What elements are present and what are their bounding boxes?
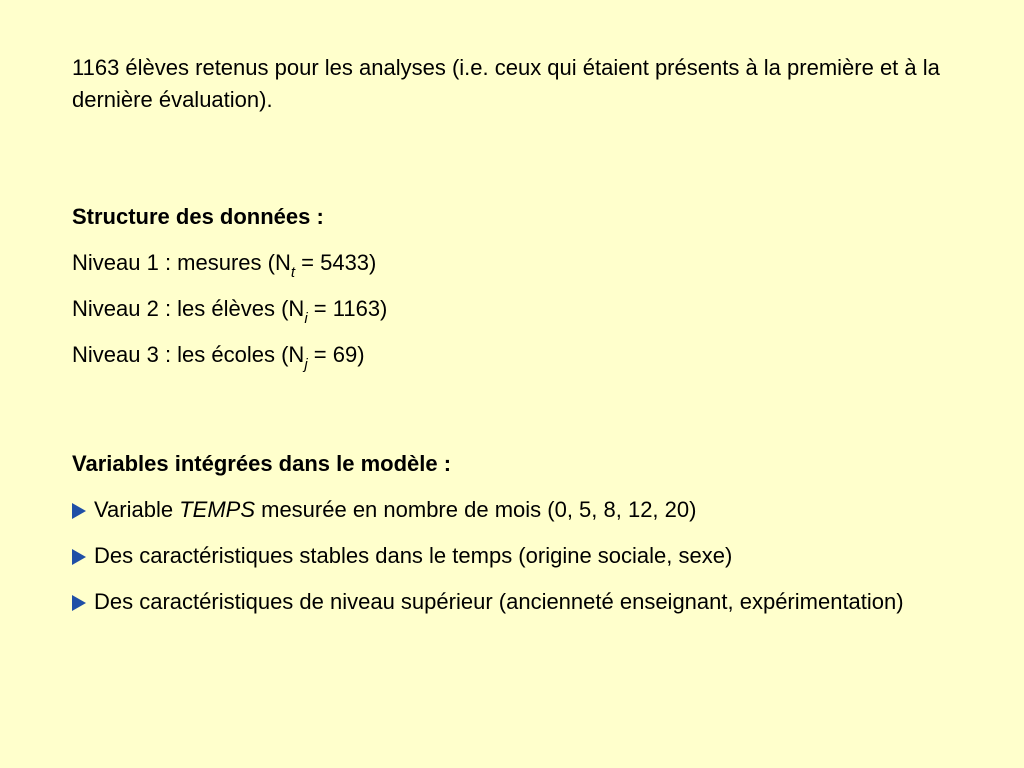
intro-paragraph: 1163 élèves retenus pour les analyses (i.e. ceux qui étaient présents à la première et à la dernière évaluation).: [72, 55, 940, 112]
level-3-suffix: = 69): [307, 342, 365, 367]
variable-item-stable-text: Des caractéristiques stables dans le temps (origine sociale, sexe): [94, 543, 733, 568]
variables-heading: Variables intégrées dans le modèle :: [72, 451, 452, 476]
level-2-suffix: = 1163): [307, 296, 388, 321]
level-1-line: [72, 247, 952, 279]
level-1-prefix: Niveau 1 : mesures (N: [72, 250, 291, 275]
level-3-prefix: Niveau 3 : les écoles (N: [72, 342, 305, 367]
data-structure-section: [72, 201, 952, 371]
level-2-prefix: Niveau 2 : les élèves (N: [72, 296, 305, 321]
model-variables-section: [72, 448, 952, 618]
variable-item-higher-level-text: Des caractéristiques de niveau supérieur (ancienneté enseignant, expérimentation): [94, 589, 904, 614]
level-3-line: [72, 339, 952, 371]
variable-item-temps-before: Variable: [94, 497, 180, 522]
level-1-subscript: t: [290, 264, 296, 281]
triangle-bullet-icon: [72, 549, 86, 565]
variable-item-higher-level: [72, 586, 952, 618]
variable-item-stable: [72, 540, 952, 572]
structure-heading: Structure des données :: [72, 204, 324, 229]
level-2-subscript: i: [304, 310, 308, 327]
triangle-bullet-icon: [72, 503, 86, 519]
slide-content: [72, 52, 952, 632]
variable-item-temps-after: mesurée en nombre de mois (0, 5, 8, 12, 20): [255, 497, 697, 522]
variable-item-temps: [72, 494, 952, 526]
level-3-subscript: j: [304, 356, 308, 373]
variable-item-temps-emph: TEMPS: [179, 497, 255, 522]
level-2-line: [72, 293, 952, 325]
level-1-suffix: = 5433): [295, 250, 377, 275]
triangle-bullet-icon: [72, 595, 86, 611]
